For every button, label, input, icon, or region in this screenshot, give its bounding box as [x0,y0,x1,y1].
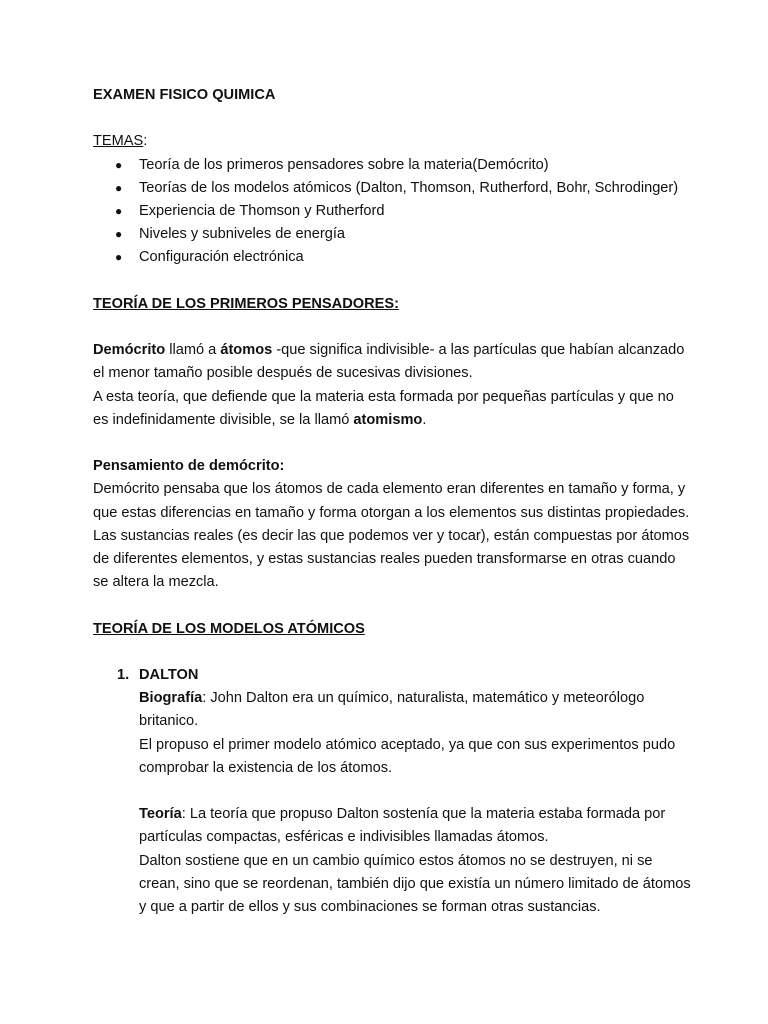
spacer [93,316,693,339]
list-item [93,177,693,200]
temas-colon: : [143,133,148,150]
spacer [93,594,693,617]
numbered-item-dalton [93,664,693,919]
text-run: : John Dalton era un químico, naturalista, matemático y meteorólogo britanico. [139,690,645,730]
list-item-text: Configuración electrónica [139,249,304,266]
temas-label: TEMAS [93,133,144,150]
paragraph-teoria [139,803,693,849]
text-run: -que significa indivisible- a las partículas que habían alcanzado el menor tamaño posible después de sucesivas divisiones. [93,342,685,382]
list-item [93,200,693,223]
spacer [93,641,693,664]
bullet-icon: ● [115,250,123,265]
list-item-text: Niveles y subniveles de energía [139,226,346,243]
bullet-icon: ● [115,227,123,242]
bullet-icon: ● [115,204,123,218]
text-run: : La teoría que propuso Dalton sostenía que la materia estaba formada por partículas compactas, esféricas e indivisibles llamadas átomos. [139,806,666,846]
paragraph-democrito [93,339,693,385]
spacer [139,780,693,803]
text-run: . [422,411,427,428]
list-item [93,223,693,246]
sub-heading-pensamiento: Pensamiento de demócrito: [93,458,285,475]
bullet-icon: ● [115,157,123,172]
term-democrito: Demócrito [93,342,166,359]
document-title: EXAMEN FISICO QUIMICA [93,87,276,103]
paragraph-atomismo [93,386,693,432]
term-atomos: átomos [220,342,273,359]
paragraph-pensamiento: Demócrito pensaba que los átomos de cada elemento eran diferentes en tamaño y forma, y que estas diferencias en tamaño y forma otorgan a los elementos sus distintas propiedades. Las sustancias reales (es decir las que podemos ver y tocar), están compuestas por átomos de diferentes elementos, y estas sustancias reales pueden transformarse en otras cuando se altera la mezcla. [93,481,690,591]
spacer [93,107,693,130]
spacer [93,432,693,455]
label-teoria: Teoría [139,806,182,823]
label-biografia: Biografía [139,690,203,707]
section-heading-modelos-atomicos: TEORÍA DE LOS MODELOS ATÓMICOS [93,620,365,637]
text-run: A esta teoría, que defiende que la materia esta formada por pequeñas partículas y que no es indefinidamente divisible, se la llamó [93,388,674,428]
item-number: 1. [117,666,130,683]
list-item-text: Teorías de los modelos atómicos (Dalton, Thomson, Rutherford, Bohr, Schrodinger) [139,179,679,196]
list-item [93,246,693,269]
list-item [93,154,693,177]
item-title: DALTON [139,666,199,683]
list-item-text: Teoría de los primeros pensadores sobre la materia(Demócrito) [139,156,549,173]
paragraph-biografia [139,687,693,733]
paragraph-biografia-2: El propuso el primer modelo atómico aceptado, ya que con sus experimentos pudo comprobar la existencia de los átomos. [139,736,676,776]
term-atomismo: atomismo [353,411,423,428]
text-run: llamó a [165,342,221,359]
list-item-text: Experiencia de Thomson y Rutherford [139,203,385,219]
bullet-icon: ● [115,180,123,195]
temas-label-line [93,130,693,153]
temas-list [93,154,693,270]
spacer [93,270,693,293]
paragraph-teoria-2: Dalton sostiene que en un cambio químico estos átomos no se destruyen, ni se crean, sino que se reordenan, también dijo que existía un número limitado de átomos y que a partir de ellos y sus combinaciones se forman otras sustancias. [139,852,691,915]
section-heading-primeros-pensadores: TEORÍA DE LOS PRIMEROS PENSADORES: [93,295,399,312]
document-page [93,84,693,919]
